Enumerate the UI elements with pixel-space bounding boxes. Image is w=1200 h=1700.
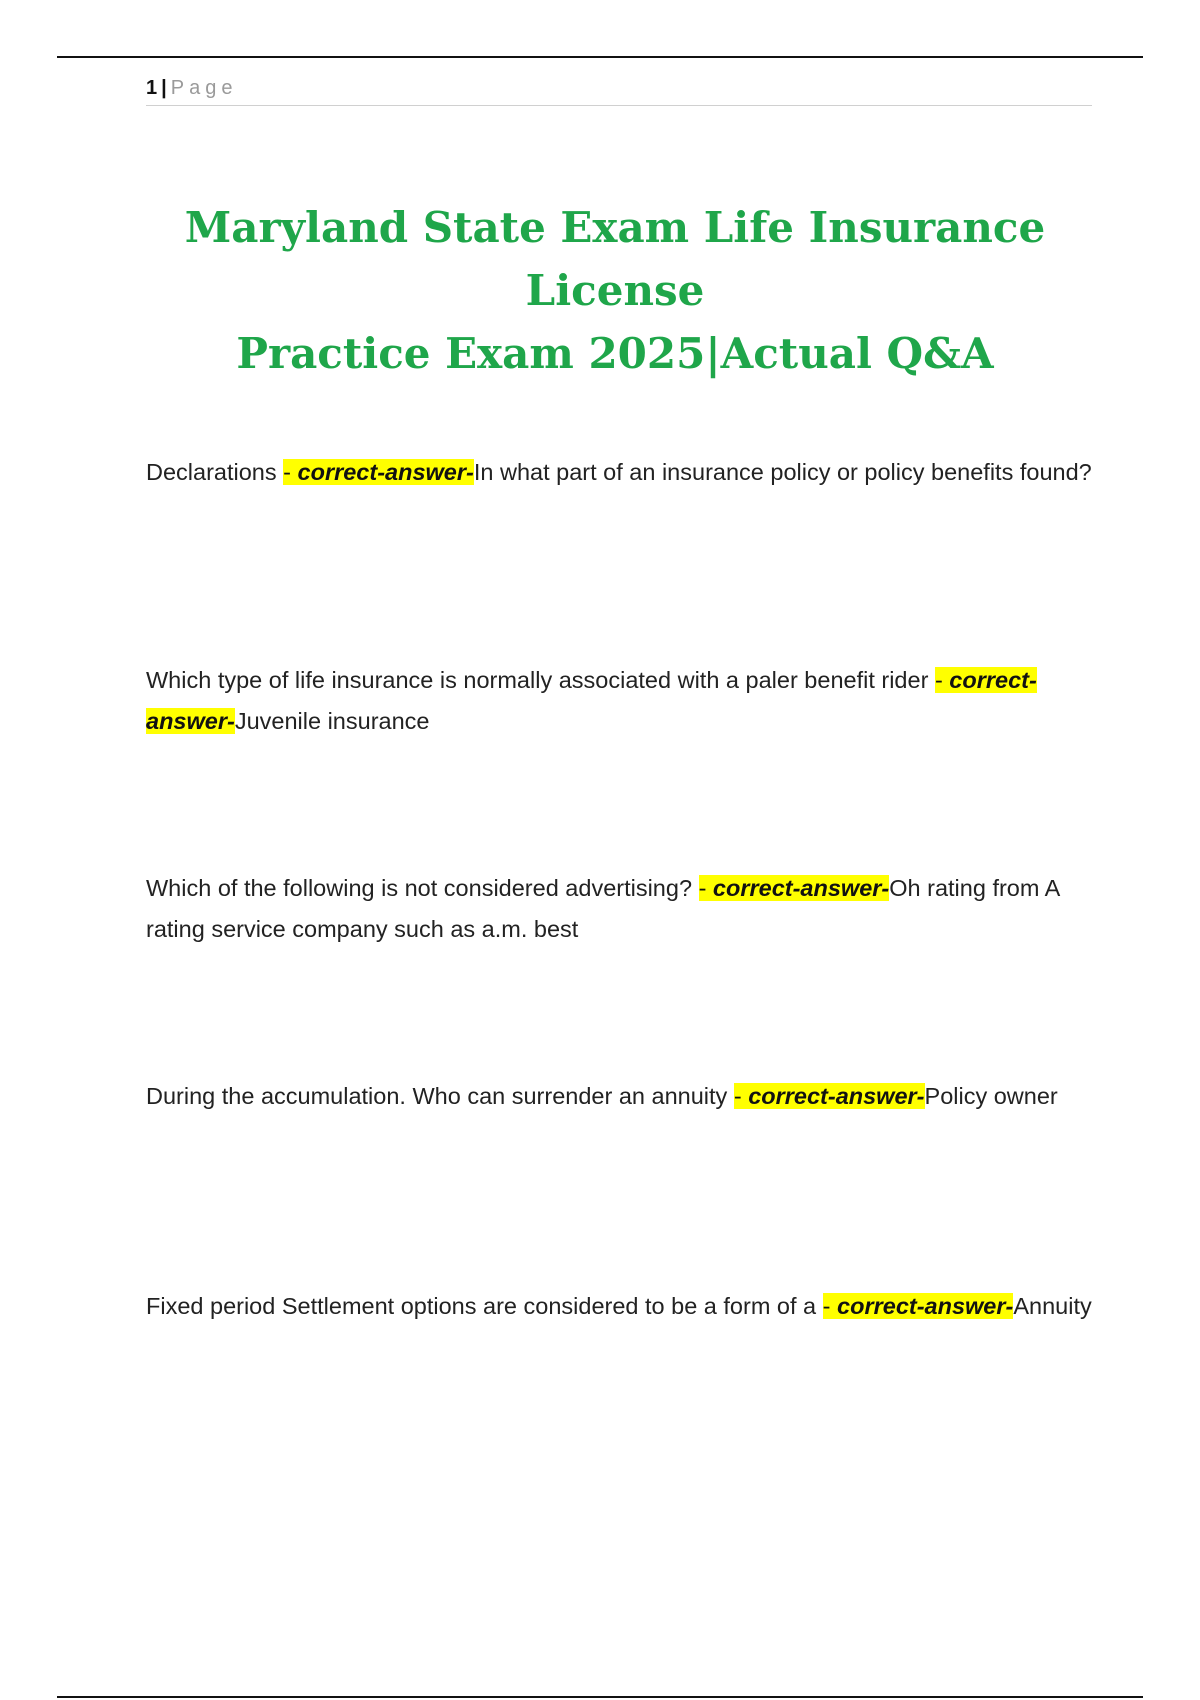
answer-marker-prefix: - [733, 1083, 749, 1109]
qa-item [146, 1286, 1096, 1327]
qa-item [146, 1076, 1096, 1117]
answer-marker-prefix: - [934, 667, 950, 693]
answer-marker: correct-answer- [837, 1293, 1014, 1319]
answer-marker-prefix: - [283, 459, 298, 485]
answer-marker-prefix: - [822, 1293, 838, 1319]
document-title [120, 196, 1110, 385]
qa-text-before: Declarations [146, 459, 284, 485]
bottom-rule [57, 1696, 1143, 1698]
qa-text-before: Which of the following is not considered advertising? [146, 875, 699, 901]
answer-marker: correct-answer- [712, 875, 890, 901]
qa-item [146, 452, 1096, 493]
qa-item [146, 660, 1096, 742]
qa-text-after: Policy owner [924, 1083, 1058, 1109]
qa-text-after: Oh rating from A rating service company such as a.m. best [146, 875, 1060, 942]
qa-text-after: Juvenile insurance [234, 708, 430, 734]
qa-text-before: Fixed period Settlement options are considered to be a form of a [146, 1293, 823, 1319]
top-rule [57, 56, 1143, 58]
page-header [146, 74, 1092, 106]
qa-text-before: During the accumulation. Who can surrender an annuity [146, 1083, 734, 1109]
page-separator: | [161, 77, 167, 99]
answer-marker: correct-answer- [297, 459, 474, 485]
page-label: Page [170, 77, 238, 99]
document-title-line-1: Maryland State Exam Life Insurance License [184, 203, 1046, 315]
qa-item [146, 868, 1096, 950]
answer-marker-prefix: - [698, 875, 713, 901]
answer-marker: correct-answer- [146, 667, 1037, 734]
answer-marker: correct-answer- [748, 1083, 925, 1109]
qa-text-before: Which type of life insurance is normally associated with a paler benefit rider [146, 667, 935, 693]
page-number: 1 [146, 77, 158, 99]
qa-text-after: Annuity [1013, 1293, 1092, 1319]
document-title-line-2: Practice Exam 2025|Actual Q&A [236, 329, 994, 378]
qa-text-after: In what part of an insurance policy or policy benefits found? [473, 459, 1092, 485]
